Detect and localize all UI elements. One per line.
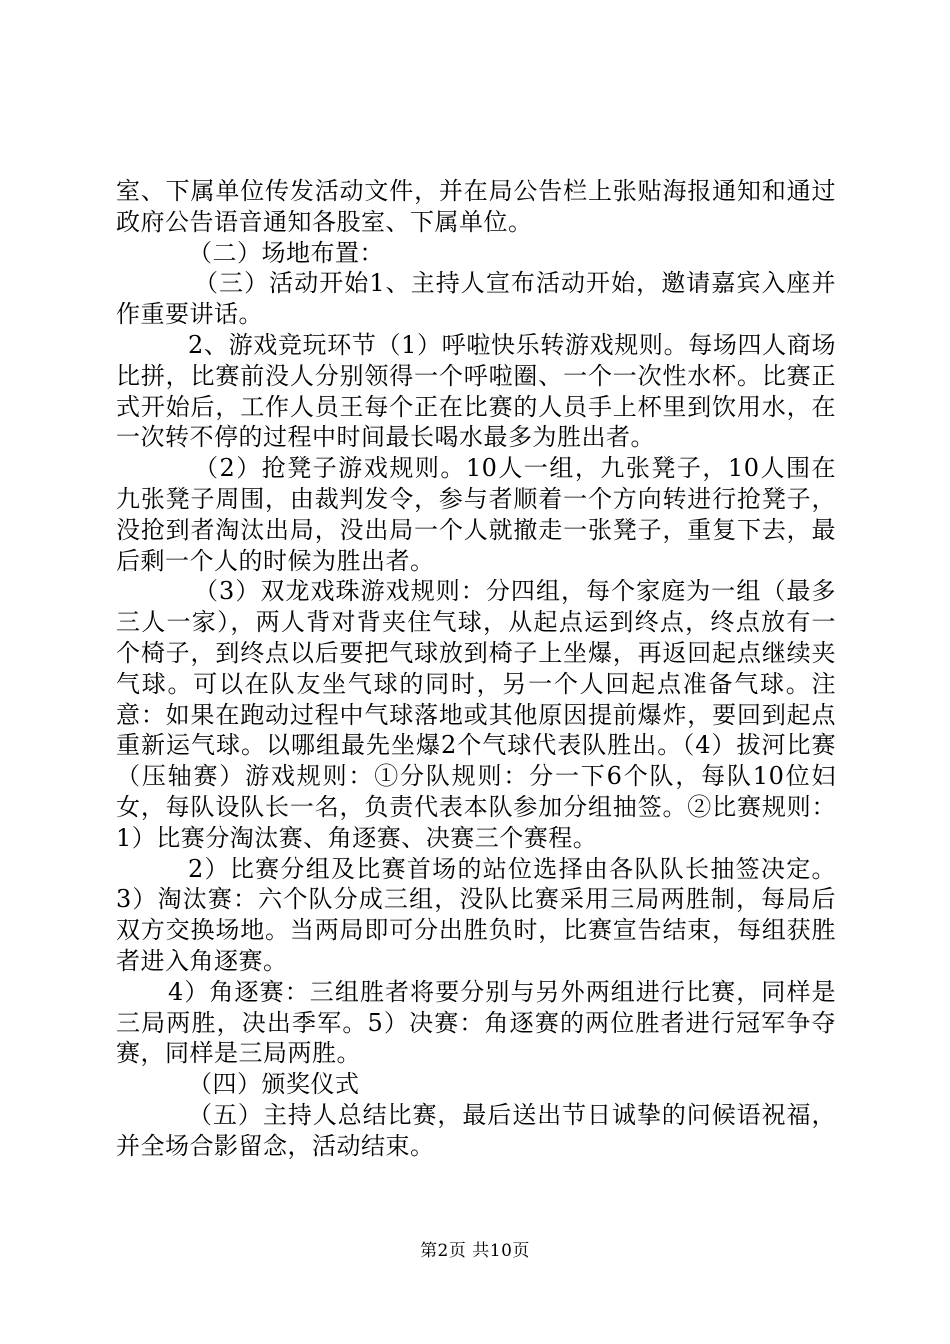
- paragraph-award-ceremony: （四）颁奖仪式: [188, 1070, 360, 1099]
- paragraph-elimination-round: 2）比赛分组及比赛首场的站位选择由各队队长抽签决定。3）淘汰赛：六个队分成三组，没队比赛采用三局两胜制，每局后双方交换场地。当两局即可分出胜负时，比赛宣告结束，每组获胜者进入角逐赛。: [116, 854, 836, 975]
- page-number-footer: 第2页 共10页: [420, 1241, 530, 1261]
- paragraph-activity-start: （三）活动开始1、主持人宣布活动开始，邀请嘉宾入座并作重要讲话。: [116, 269, 836, 329]
- paragraph-final-round: 4）角逐赛：三组胜者将要分别与另外两组进行比赛，同样是三局两胜，决出季军。5）决赛：角逐赛的两位胜者进行冠军争夺赛，同样是三局两胜。: [116, 977, 836, 1068]
- paragraph-balloon-and-tug-of-war-rules: （3）双龙戏珠游戏规则：分四组，每个家庭为一组（最多三人一家），两人背对背夹住气球，从起点运到终点，终点放有一个椅子，到终点以后要把气球放到椅子上坐爆，再返回起点继续夹气球。可以在队友坐气球的同时，另一个人回起点准备气球。注意：如果在跑动过程中气球落地或其他原因提前爆炸，要回到起点重新运气球。以哪组最先坐爆2个气球代表队胜出。（4）拔河比赛（压轴赛）游戏规则：①分队规则：分一下6个队，每队10位妇女，每队设队长一名，负责代表本队参加分组抽签。②比赛规则：1）比赛分淘汰赛、角逐赛、决赛三个赛程。: [116, 577, 836, 852]
- paragraph-musical-chairs-rules: （2）抢凳子游戏规则。10人一组，九张凳子，10人围在九张凳子周围，由裁判发令，参与者顺着一个方向转进行抢凳子，没抢到者淘汰出局，没出局一个人就撤走一张凳子，重复下去，最后剩一个人的时候为胜出者。: [116, 454, 836, 575]
- paragraph-notice-continuation: 室、下属单位传发活动文件，并在局公告栏上张贴海报通知和通过政府公告语音通知各股室、下属单位。: [116, 177, 836, 236]
- document-body: [116, 176, 836, 1162]
- paragraph-venue-setup: （二）场地布置：: [188, 238, 384, 267]
- paragraph-closing: （五）主持人总结比赛，最后送出节日诚挚的问候语祝福，并全场合影留念，活动结束。: [116, 1100, 836, 1160]
- paragraph-hula-hoop-rules: 2、游戏竞玩环节（1）呼啦快乐转游戏规则。每场四人商场比拼，比赛前没人分别领得一个呼啦圈、一个一次性水杯。比赛正式开始后，工作人员王每个正在比赛的人员手上杯里到饮用水，在一次转不停的过程中时间最长喝水最多为胜出者。: [116, 330, 836, 452]
